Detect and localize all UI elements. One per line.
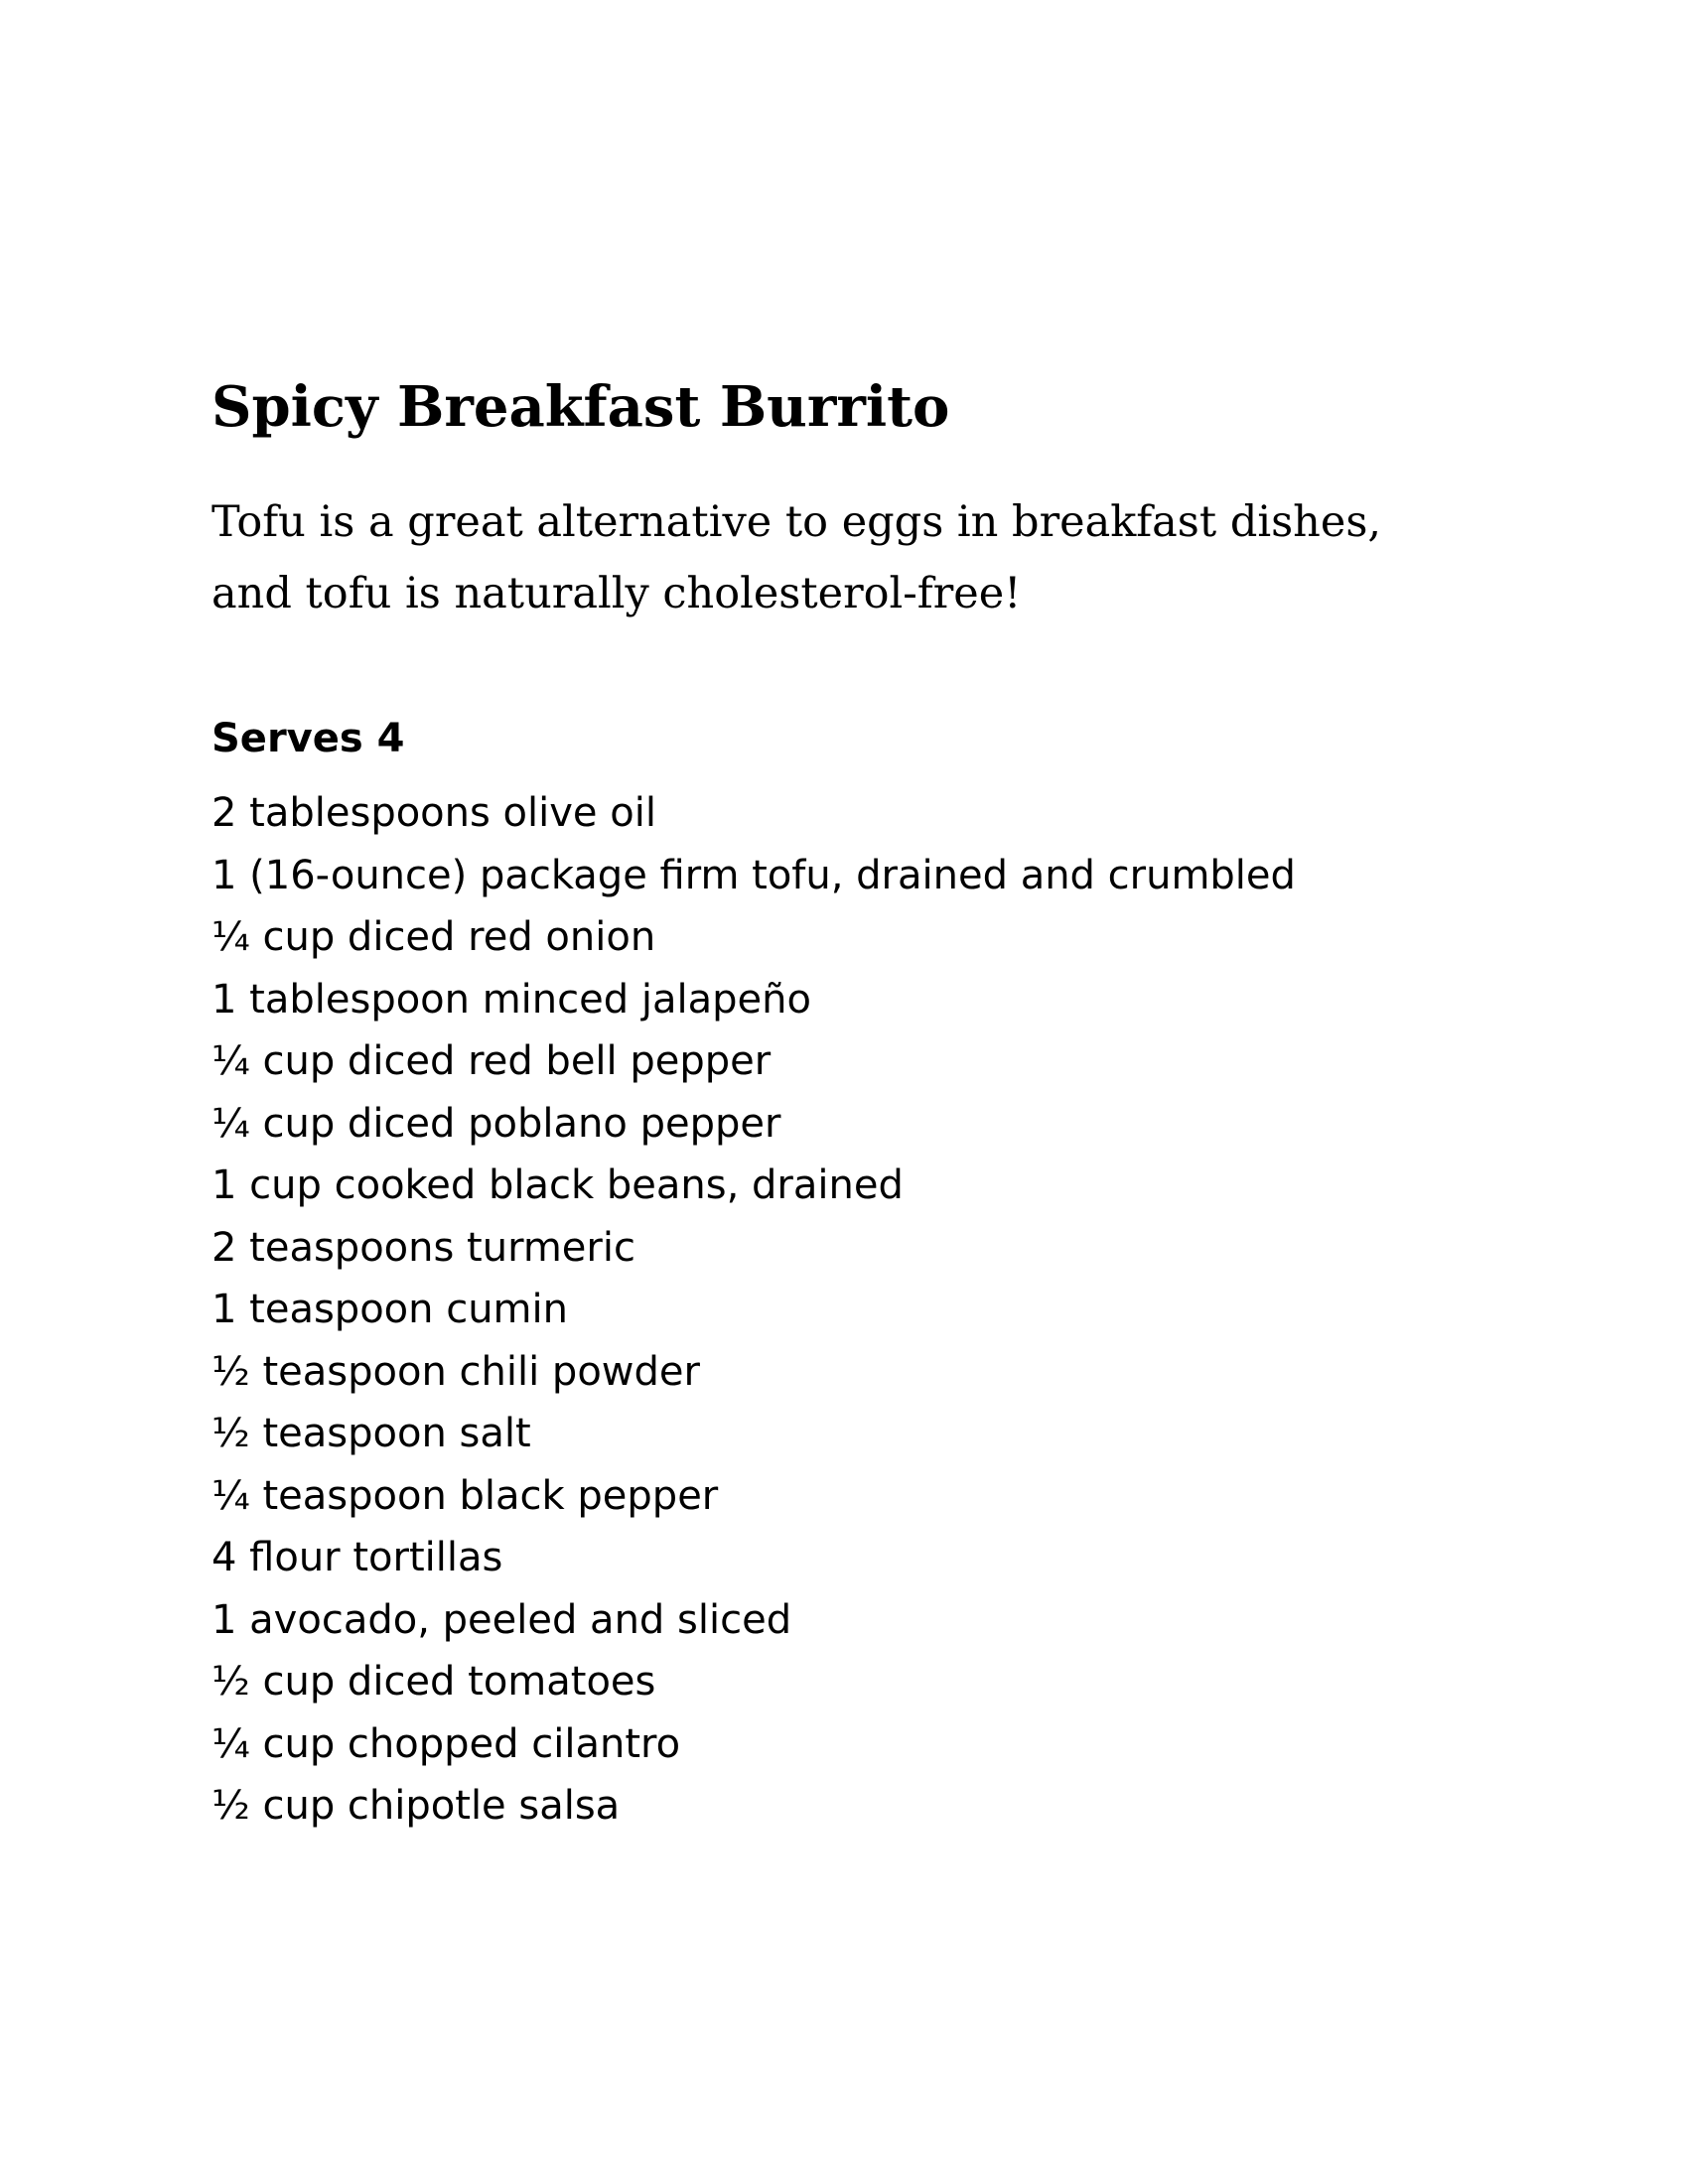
ingredient-item: ½ teaspoon chili powder — [211, 1348, 700, 1395]
ingredient-item: 2 teaspoons turmeric — [211, 1224, 635, 1271]
ingredient-item: ½ cup chipotle salsa — [211, 1783, 621, 1829]
ingredient-item: 2 tablespoons olive oil — [211, 790, 656, 836]
recipe-title: Spicy Breakfast Burrito — [211, 374, 950, 440]
ingredient-item: ¼ cup diced red bell pepper — [211, 1038, 772, 1084]
ingredient-list — [211, 782, 1296, 1838]
ingredient-item: 1 tablespoon minced jalapeño — [211, 976, 811, 1023]
ingredient-item: ½ teaspoon salt — [211, 1411, 531, 1456]
ingredient-item: 1 cup cooked black beans, drained — [211, 1162, 904, 1208]
ingredient-item: ¼ cup diced red onion — [211, 914, 656, 960]
servings-heading: Serves 4 — [211, 716, 405, 761]
ingredient-item: 1 teaspoon cumin — [211, 1287, 568, 1332]
ingredient-item: 1 (16-ounce) package firm tofu, drained and crumbled — [211, 852, 1296, 898]
ingredient-item: 1 avocado, peeled and sliced — [211, 1596, 792, 1643]
ingredient-item: ¼ cup chopped cilantro — [211, 1720, 681, 1767]
ingredient-item: ½ cup diced tomatoes — [211, 1659, 656, 1705]
ingredient-item: ¼ teaspoon black pepper — [211, 1472, 719, 1519]
ingredient-item: ¼ cup diced poblano pepper — [211, 1100, 781, 1147]
ingredient-item: 4 flour tortillas — [211, 1535, 503, 1580]
recipe-intro: Tofu is a great alternative to eggs in breakfast dishes, and tofu is naturally cholesterol-free! — [211, 497, 1382, 618]
